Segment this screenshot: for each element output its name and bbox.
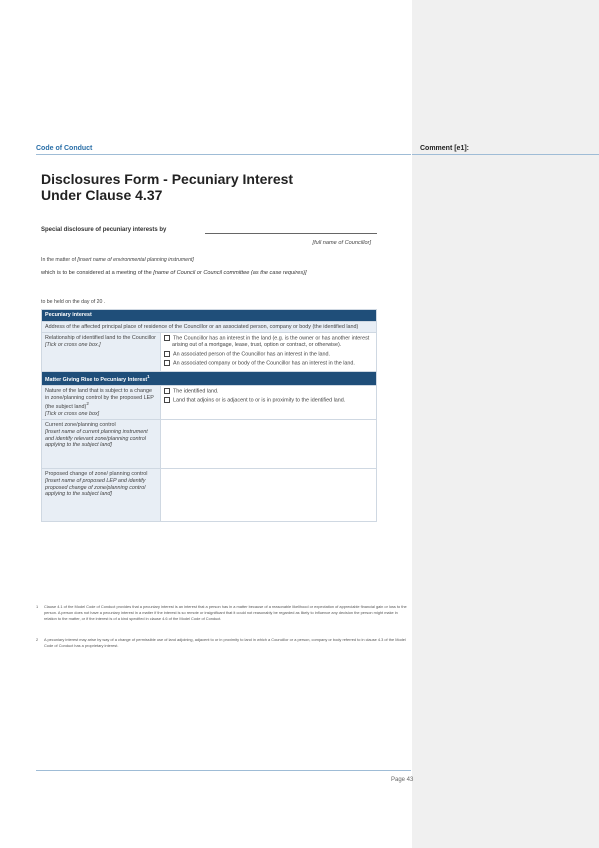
footnote-number: 1 xyxy=(36,604,39,609)
consider-hint: [name of Council or Council committee (as the case requires)] xyxy=(153,270,307,276)
footnote-number: 2 xyxy=(36,637,39,642)
address-row[interactable]: Address of the affected principal place of residence of the Councillor or an associated person, company or body (the identified land) xyxy=(42,321,377,333)
special-disclosure-label: Special disclosure of pecuniary interests by xyxy=(41,227,167,233)
nature-label: Nature of the land that is subject to a change in zone/planning control by the proposed LEP (the subject land) xyxy=(45,388,154,411)
relationship-label-cell xyxy=(42,333,161,372)
relationship-option[interactable]: The Councillor has an interest in the land (e.g. is the owner or has another interest arising out of a mortgage, lease, trust, option or contract, or otherwise). xyxy=(164,335,373,349)
current-label-cell xyxy=(42,420,161,469)
header-label: Code of Conduct xyxy=(36,145,93,152)
nature-options-cell xyxy=(161,386,377,420)
relationship-label: Relationship of identified land to the Councillor xyxy=(45,335,156,342)
nature-option[interactable]: Land that adjoins or is adjacent to or is in proximity to the identified land. xyxy=(164,397,373,404)
matter-hint: [insert name of environmental planning instrument] xyxy=(77,257,194,263)
footnote xyxy=(36,637,408,649)
footer-rule xyxy=(36,770,411,771)
page-number: Page 43 xyxy=(391,777,414,783)
matter-line xyxy=(41,257,194,263)
footnote-text: Clause 4.1 of the Model Code of Conduct provides that a pecuniary interest is an interest that a person has in a matter because of a reasonable likelihood or expectation of appreciable financial gain or loss to the person. A person does not have a pecuniary interest in a matter if the interest is so remote or insignificant that it could not reasonably be regarded as likely to influence any decision the person might make in relation to the matter, or if the interest is of a kind specified in clause 4.6 of the Model Code of Conduct. xyxy=(44,604,407,621)
consider-prefix: which is to be considered at a meeting of the xyxy=(41,270,154,276)
proposed-label-cell xyxy=(42,469,161,522)
title-line-2: Under Clause 4.37 xyxy=(41,187,163,203)
pecuniary-header: Pecuniary interest xyxy=(42,310,377,322)
nature-hint: [Tick or cross one box] xyxy=(45,410,100,417)
comment-rule xyxy=(412,154,599,155)
nature-option[interactable]: The identified land. xyxy=(164,388,373,395)
relationship-options-cell xyxy=(161,333,377,372)
current-label: Current zone/planning control xyxy=(45,422,116,429)
checkbox-icon[interactable] xyxy=(164,360,170,366)
checkbox-icon[interactable] xyxy=(164,351,170,357)
councillor-name-line[interactable] xyxy=(205,233,377,234)
current-value-cell[interactable] xyxy=(161,420,377,469)
disclosure-table xyxy=(41,309,377,522)
comment-title: Comment [e1]: xyxy=(420,145,470,152)
held-on-line: to be held on the day of 20 . xyxy=(41,299,106,305)
matter-header: Matter Giving Rise to Pecuniary Interest$^1$ xyxy=(42,371,377,385)
comment-pane xyxy=(412,0,599,848)
page-title xyxy=(41,171,293,203)
proposed-value-cell[interactable] xyxy=(161,469,377,522)
relationship-option[interactable]: An associated person of the Councillor has an interest in the land. xyxy=(164,351,373,358)
nature-footnote-ref: 2 xyxy=(86,401,89,407)
footnote xyxy=(36,604,408,622)
checkbox-icon[interactable] xyxy=(164,397,170,403)
full-name-hint: [full name of Councillor] xyxy=(312,240,371,246)
current-hint: [Insert name of current planning instrument and identify relevant zone/planning control applying to the subject land] xyxy=(45,428,148,449)
checkbox-icon[interactable] xyxy=(164,335,170,341)
proposed-label: Proposed change of zone/ planning control xyxy=(45,471,148,478)
consider-line xyxy=(41,270,307,276)
matter-prefix: In the matter of xyxy=(41,257,78,263)
checkbox-icon[interactable] xyxy=(164,388,170,394)
nature-label-cell xyxy=(42,386,161,420)
matter-footnote-ref: 1 xyxy=(147,373,150,379)
relationship-hint: [Tick or cross one box.] xyxy=(45,341,101,348)
proposed-hint: [Insert name of proposed LEP and identify proposed change of zone/planning control applying to the subject land] xyxy=(45,477,146,498)
title-line-1: Disclosures Form - Pecuniary Interest xyxy=(41,171,294,187)
relationship-option[interactable]: An associated company or body of the Councillor has an interest in the land. xyxy=(164,360,373,367)
footnote-text: A pecuniary interest may arise by way of a change of permissible use of land adjoining, adjacent to or in proximity to land in which a Councillor or a person, company or body referred to in clause 4.3 of the Model Code of Conduct has a proprietary interest. xyxy=(44,637,406,648)
header-rule xyxy=(36,154,411,155)
